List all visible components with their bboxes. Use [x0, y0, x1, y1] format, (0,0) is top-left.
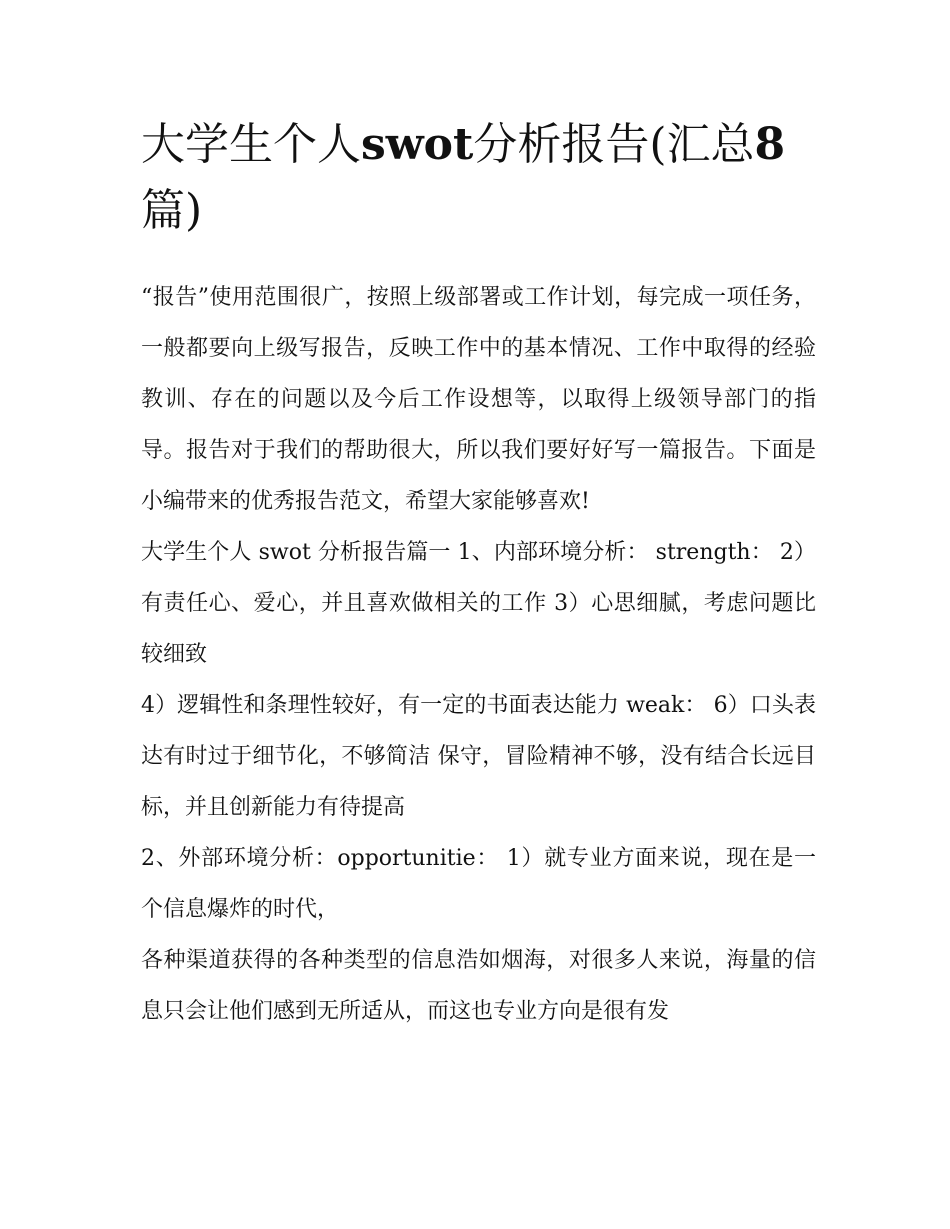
paragraph-strength: 大学生个人 swot 分析报告篇一 1、内部环境分析： strength： 2）有责任心、爱心，并且喜欢做相关的工作 3）心思细腻，考虑问题比较细致	[141, 540, 816, 667]
paragraph-intro: “报告”使用范围很广，按照上级部署或工作计划，每完成一项任务，一般都要向上级写报告，反映工作中的基本情况、工作中取得的经验教训、存在的问题以及今后工作设想等，以取得上级领导部门的指导。报告对于我们的帮助很大，所以我们要好好写一篇报告。下面是小编带来的优秀报告范文，希望大家能够喜欢!	[141, 285, 816, 514]
document-page	[141, 112, 816, 1037]
paragraph-information: 各种渠道获得的各种类型的信息浩如烟海，对很多人来说，海量的信息只会让他们感到无所适从，而这也专业方向是很有发	[141, 948, 816, 1024]
document-title	[141, 112, 816, 244]
title-part-4: 8	[754, 119, 786, 170]
title-part-2: swot	[361, 119, 474, 170]
title-part-1: 大学生个人	[141, 119, 361, 170]
paragraph-opportunity: 2、外部环境分析：opportunitie： 1）就专业方面来说，现在是一个信息爆炸的时代，	[141, 846, 816, 922]
title-part-3: 分析报告(汇总	[473, 119, 755, 170]
title-part-5: 篇)	[141, 185, 203, 236]
paragraph-weakness: 4）逻辑性和条理性较好，有一定的书面表达能力 weak： 6）口头表达有时过于细节化，不够简洁 保守，冒险精神不够，没有结合长远目标，并且创新能力有待提高	[141, 693, 816, 820]
